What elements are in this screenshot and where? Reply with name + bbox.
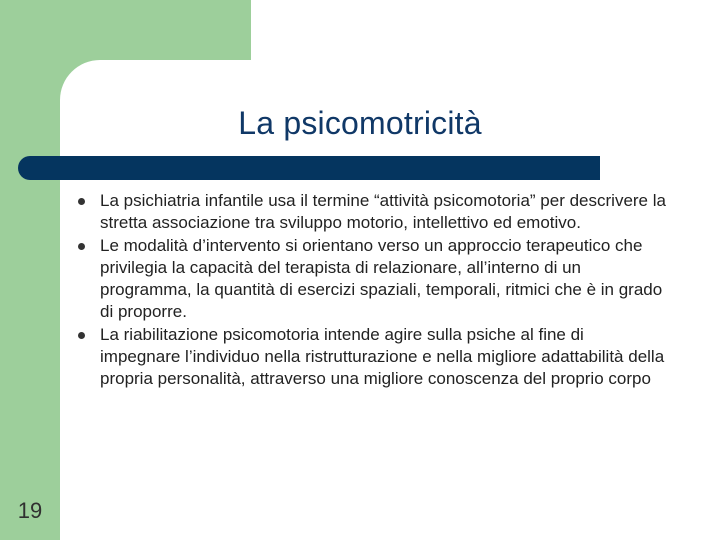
decorative-green-top-band [0,0,251,60]
page-number: 19 [17,498,43,523]
bullet-dot-icon [78,332,85,339]
bullet-item [78,324,668,391]
bullet-text: La riabilitazione psicomotoria intende agire sulla psiche al fine di impegnare l’individuo nella ristrutturazione e nella migliore adattabilità della propria personalità, attraverso una migliore conoscenza del proprio corpo [100,324,665,389]
bullet-dot-icon [78,243,85,250]
title-underline-bar [18,156,600,180]
bullet-list [78,190,668,391]
bullet-item [78,235,668,324]
bullet-item [78,190,668,235]
slide-title: La psicomotricità [238,105,482,141]
bullet-text: La psichiatria infantile usa il termine “attività psicomotoria” per descrivere la stretta associazione tra sviluppo motorio, intellettivo ed emotivo. [100,191,666,233]
bullet-text: Le modalità d’intervento si orientano verso un approccio terapeutico che privilegia la capacità del terapista di relazionare, all’interno di un programma, la quantità di esercizi spaziali, temporali, ritmici che è in grado di proporre. [100,235,663,322]
decorative-green-sidebar [0,0,60,540]
decorative-rounded-corner [60,60,100,100]
bullet-dot-icon [78,198,85,205]
